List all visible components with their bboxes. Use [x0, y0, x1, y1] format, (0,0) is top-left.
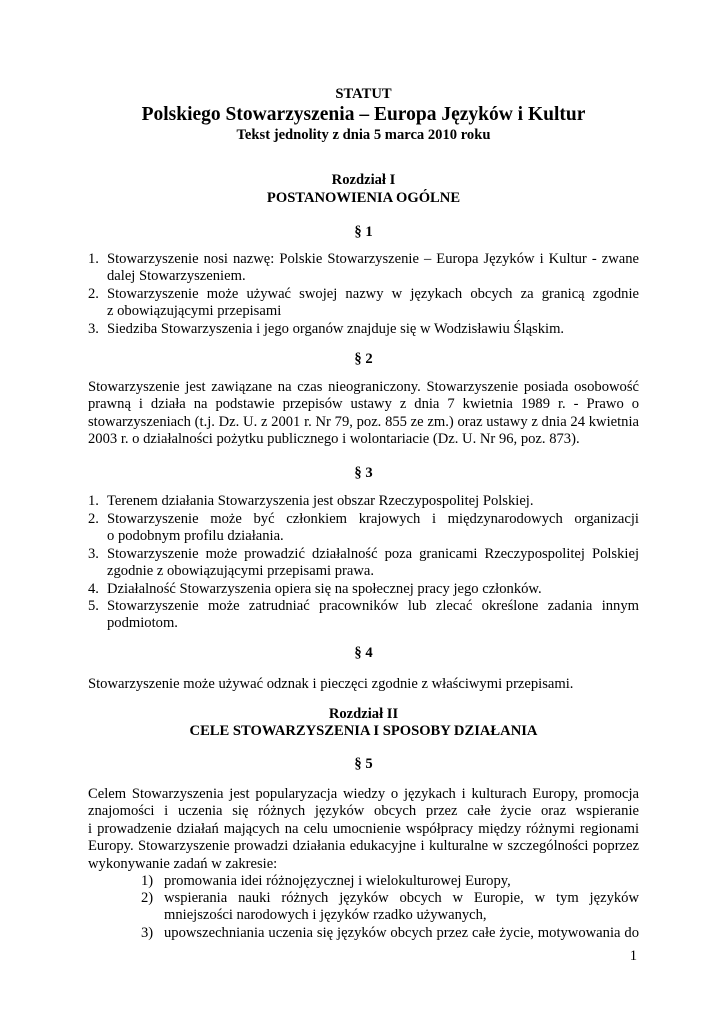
list-item-line: Stowarzyszenie może prowadzić działalność poza granicami Rzeczypospolitej Polskiej — [107, 546, 639, 562]
list-item-number: 1) — [141, 873, 154, 889]
list-item — [88, 493, 639, 511]
list-item-line: z obowiązującymi przepisami — [107, 303, 282, 319]
chapter-2-label: Rozdział II — [328, 706, 399, 722]
chapter-1-title: POSTANOWIENIA OGÓLNE — [266, 190, 461, 206]
list-item — [88, 286, 639, 321]
list-item-number: 1. — [88, 493, 99, 509]
document-title: Polskiego Stowarzyszenia – Europa Języków i Kultur — [141, 104, 586, 125]
list-item-line: o podobnym profilu działania. — [107, 528, 284, 544]
paragraph-line: Europy. Stowarzyszenie prowadzi działania edukacyjne i kulturalne w szczególności poprzez — [88, 838, 639, 855]
list-item — [88, 251, 639, 286]
paragraph-line: i prowadzenie działań mających na celu umocnienie współpracy między różnymi regionami — [88, 820, 639, 837]
list-item — [88, 321, 639, 339]
list-item-line: dalej Stowarzyszeniem. — [107, 268, 246, 284]
list-item-number: 3. — [88, 321, 99, 337]
section-2-paragraph — [88, 379, 639, 449]
paragraph-line: stowarzyszeniach (t.j. Dz. U. z 2001 r. Nr 79, poz. 855 ze zm.) oraz ustawy z dnia 24 kwietnia — [88, 413, 639, 430]
list-item — [141, 873, 639, 890]
list-item-number: 5. — [88, 598, 99, 614]
list-item-number: 2. — [88, 286, 99, 302]
paragraph-line: znajomości i uczenia się różnych języków obcych przez całe życie oraz wspieranie — [88, 803, 639, 820]
list-item-line: Stowarzyszenie może być członkiem krajowych i międzynarodowych organizacji — [107, 511, 639, 527]
list-item-number: 1. — [88, 251, 99, 267]
list-item-line: Siedziba Stowarzyszenia i jego organów znajduje się w Wodzisławiu Śląskim. — [107, 321, 565, 337]
list-item — [88, 581, 639, 598]
statut-heading: STATUT — [335, 86, 392, 102]
paragraph-line: Celem Stowarzyszenia jest popularyzacja wiedzy o językach i kulturach Europy, promocja — [88, 786, 639, 802]
paragraph-line: wykonywanie zadań w zakresie: — [88, 855, 278, 872]
list-item-line: Terenem działania Stowarzyszenia jest obszar Rzeczypospolitej Polskiej. — [107, 493, 534, 509]
section-5-heading: § 5 — [354, 756, 373, 772]
chapter-2-title: CELE STOWARZYSZENIA I SPOSOBY DZIAŁANIA — [189, 723, 538, 739]
list-item-number: 2) — [141, 890, 154, 907]
section-1-heading: § 1 — [354, 224, 373, 240]
list-item-line: mniejszości narodowych i języków rzadko używanych, — [164, 907, 487, 924]
list-item-number: 3) — [141, 925, 154, 942]
section-1-list — [88, 251, 639, 339]
list-item — [88, 511, 639, 546]
page-number: 1 — [629, 948, 637, 964]
section-4-heading: § 4 — [354, 645, 373, 661]
list-item-line: Stowarzyszenie może używać swojej nazwy w językach obcych za granicą zgodnie — [107, 286, 639, 302]
paragraph-line: prawną i działa na podstawie przepisów ustawy z dnia 7 kwietnia 1989 r. - Prawo o — [88, 396, 639, 413]
list-item-line: Działalność Stowarzyszenia opiera się na społecznej pracy jego członków. — [107, 581, 542, 597]
section-3-list — [88, 493, 639, 633]
list-item-line: podmiotom. — [107, 615, 178, 631]
list-item-number: 2. — [88, 511, 99, 527]
section-5-list — [141, 873, 639, 943]
section-3-heading: § 3 — [354, 465, 373, 481]
list-item — [141, 890, 639, 925]
list-item-line: zgodnie z obowiązującymi przepisami prawa. — [107, 563, 375, 579]
list-item — [88, 598, 639, 633]
section-4-paragraph: Stowarzyszenie może używać odznak i pieczęci zgodnie z właściwymi przepisami. — [88, 676, 574, 692]
chapter-1-label: Rozdział I — [331, 172, 396, 188]
document-subtitle: Tekst jednolity z dnia 5 marca 2010 roku — [236, 127, 491, 143]
paragraph-line: Stowarzyszenie jest zawiązane na czas nieograniczony. Stowarzyszenie posiada osobowość — [88, 379, 639, 395]
section-5-paragraph — [88, 786, 639, 873]
list-item-line: promowania idei różnojęzycznej i wielokulturowej Europy, — [164, 873, 511, 889]
section-2-heading: § 2 — [354, 351, 373, 367]
list-item-line: Stowarzyszenie może zatrudniać pracowników lub zlecać określone zadania innym — [107, 598, 639, 614]
list-item — [141, 925, 639, 942]
list-item-line: Stowarzyszenie nosi nazwę: Polskie Stowarzyszenie – Europa Języków i Kultur - zwane — [107, 251, 639, 267]
list-item-number: 3. — [88, 546, 99, 562]
list-item — [88, 546, 639, 581]
list-item-line: upowszechniania uczenia się języków obcych przez całe życie, motywowania do — [164, 925, 639, 942]
list-item-line: wspierania nauki różnych języków obcych w Europie, w tym języków — [164, 890, 639, 907]
paragraph-line: 2003 r. o działalności pożytku publicznego i wolontariacie (Dz. U. Nr 96, poz. 873). — [88, 431, 580, 448]
list-item-number: 4. — [88, 581, 99, 597]
